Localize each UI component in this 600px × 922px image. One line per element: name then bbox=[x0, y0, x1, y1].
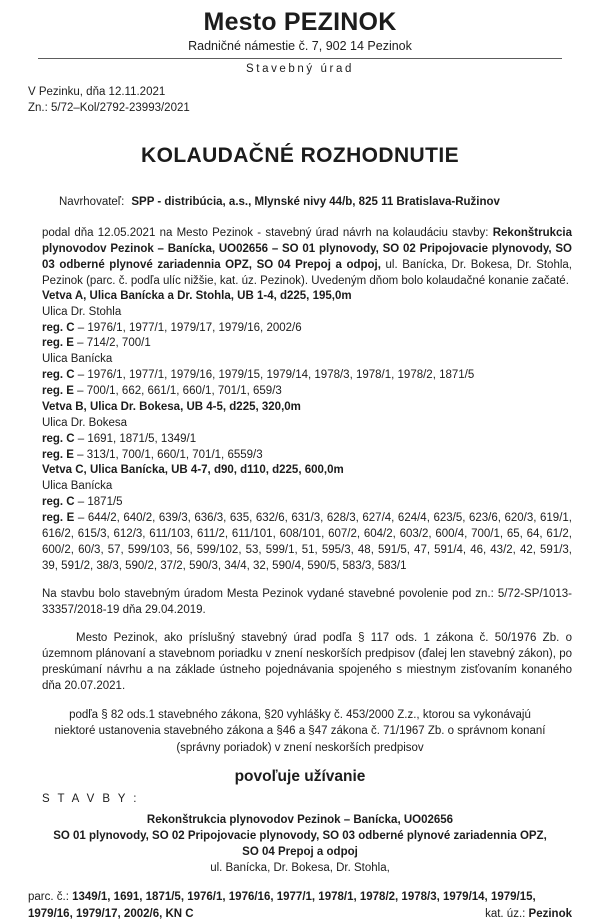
registry-dash: – bbox=[74, 369, 88, 382]
letterhead bbox=[14, 0, 586, 75]
parcel-values-2: 1979/16, 1979/17, 2002/6, KN C bbox=[28, 907, 194, 920]
building-streets: ul. Banícka, Dr. Bokesa, Dr. Stohla, bbox=[210, 862, 390, 875]
building-line-2: SO 01 plynovody, SO 02 Pripojovacie plynovody, SO 03 odberné plynové zariadennia OPZ, bbox=[53, 830, 547, 843]
registry-values: 700/1, 662, 661/1, 660/1, 701/1, 659/3 bbox=[86, 385, 282, 398]
department-name: Stavebný úrad bbox=[246, 62, 354, 75]
submission-lead: podal dňa 12.05.2021 na Mesto Pezinok - stavebný úrad návrh na kolaudáciu stavby: bbox=[42, 226, 493, 239]
registry-dash: – bbox=[74, 432, 88, 445]
registry-line bbox=[42, 432, 572, 448]
applicant-row bbox=[59, 196, 586, 208]
submission-paragraph bbox=[42, 225, 572, 289]
registry-line bbox=[42, 321, 572, 337]
branch-list bbox=[42, 289, 572, 574]
registry-line bbox=[42, 368, 572, 384]
registry-line bbox=[42, 448, 572, 464]
registry-values: 1871/5 bbox=[87, 496, 123, 509]
registry-label: reg. C bbox=[42, 321, 75, 334]
registry-dash: – bbox=[73, 448, 87, 461]
registry-values: 714/2, 700/1 bbox=[86, 337, 151, 350]
registry-line bbox=[42, 495, 572, 511]
parcel-footer bbox=[28, 889, 572, 922]
cadastre-area bbox=[485, 906, 572, 922]
legal-basis-paragraph: podľa § 82 ods.1 stavebného zákona, §20 vyhlášky č. 453/2000 Z.z., ktorou sa vykonávajú niektoré ustanovenia stavebného zákona a §46 a §47 zákona č. 71/1967 Zb. o správnom konaní (správny poriadok) v znení neskorších predpisov bbox=[54, 708, 546, 754]
registry-dash: – bbox=[73, 337, 87, 350]
registry-label: reg. E bbox=[42, 448, 74, 461]
registry-values: 644/2, 640/2, 639/3, 636/3, 635, 632/6, 631/3, 628/3, 627/4, 624/4, 623/5, 623/6, 620/3, 619/1, 616/2, 615/3, 612/3, 611/103, 611/2, 611/101, 608/101, 607/2, 604/2, 603/2, 600/4, 700/1, 65, 64, 61/2, 600/2, 60/3, 57, 599/103, 56, 599/102, 53, 599/1, 51, 595/3, 48, 591/5, 47, 591/4, 46, 43/2, 42, 591/3, 39, 591/2, 38/3, 590/2, 37/2, 590/3, 34/4, 32, 590/4, 590/5, 583/3, 583/1 bbox=[42, 511, 572, 572]
registry-line bbox=[42, 336, 572, 352]
cadastre-label: kat. úz.: bbox=[485, 907, 529, 920]
parcel-label: parc. č.: bbox=[28, 891, 73, 904]
applicant-value: SPP - distribúcia, a.s., Mlynské nivy 44/b, 825 11 Bratislava-Ružinov bbox=[131, 195, 500, 208]
registry-label: reg. C bbox=[42, 432, 75, 445]
street-name: Ulica Dr. Bokesa bbox=[42, 416, 128, 429]
registry-values: 1691, 1871/5, 1349/1 bbox=[87, 432, 197, 445]
header-divider bbox=[38, 58, 562, 59]
stavby-label: S T A V B Y : bbox=[42, 792, 139, 805]
verdict-heading: povoľuje užívanie bbox=[234, 767, 366, 785]
parcel-line-1 bbox=[28, 889, 572, 905]
building-description bbox=[14, 812, 586, 876]
registry-dash: – bbox=[74, 496, 88, 509]
registry-dash: – bbox=[74, 321, 88, 334]
building-line-3: SO 04 Prepoj a odpoj bbox=[242, 846, 358, 859]
organization-name: Mesto PEZINOK bbox=[203, 8, 397, 36]
place-and-date: V Pezinku, dňa 12.11.2021 bbox=[28, 85, 166, 98]
submission-building-name: Rekonštrukcia plynovodov Pezinok – Banícka, UO02656 – SO 01 plynovody, SO 02 Pripojovacie plynovody, SO 03 odberné plynové zariadennia OPZ, SO 04 Prepoj a odpoj, bbox=[42, 226, 572, 271]
registry-values: 1976/1, 1977/1, 1979/16, 1979/15, 1979/14, 1978/3, 1978/1, 1978/2, 1871/5 bbox=[87, 369, 475, 382]
parcel-values-1: 1349/1, 1691, 1871/5, 1976/1, 1976/16, 1977/1, 1978/1, 1978/2, 1978/3, 1979/14, 1979/15, bbox=[72, 891, 536, 904]
street-name: Ulica Dr. Stohla bbox=[42, 305, 122, 318]
registry-line bbox=[42, 384, 572, 400]
branch-heading: Vetva C, Ulica Banícka, UB 4-7, d90, d110, d225, 600,0m bbox=[42, 464, 344, 477]
applicant-label: Navrhovateľ: bbox=[59, 195, 125, 208]
registry-values: 1976/1, 1977/1, 1979/17, 1979/16, 2002/6 bbox=[87, 321, 302, 334]
permit-paragraph: Na stavbu bolo stavebným úradom Mesta Pezinok vydané stavebné povolenie pod zn.: 5/72-SP/1013-33357/2018-19 dňa 29.04.2019. bbox=[42, 588, 572, 617]
registry-label: reg. E bbox=[42, 385, 74, 398]
registry-label: reg. C bbox=[42, 496, 75, 509]
registry-label: reg. C bbox=[42, 369, 75, 382]
branch-heading: Vetva A, Ulica Banícka a Dr. Stohla, UB 1-4, d225, 195,0m bbox=[42, 289, 352, 302]
page-title: KOLAUDAČNÉ ROZHODNUTIE bbox=[141, 143, 459, 167]
registry-line bbox=[42, 511, 572, 574]
street-name: Ulica Banícka bbox=[42, 353, 113, 366]
reference-block bbox=[28, 84, 586, 117]
cadastre-value: Pezinok bbox=[528, 907, 572, 920]
building-line-1: Rekonštrukcia plynovodov Pezinok – Banícka, UO02656 bbox=[146, 813, 454, 826]
parcel-line-2 bbox=[28, 906, 572, 922]
street-name: Ulica Banícka bbox=[42, 480, 113, 493]
submission-tail: ul. Banícka, Dr. Bokesa, Dr. Stohla, Pezinok (parc. č. podľa ulíc nižšie, kat. úz. Pezinok). Uvedeným dňom bolo kolaudačné konanie začaté. bbox=[42, 258, 572, 287]
branch-heading: Vetva B, Ulica Dr. Bokesa, UB 4-5, d225, 320,0m bbox=[42, 400, 301, 413]
registry-label: reg. E bbox=[42, 511, 75, 524]
authority-paragraph: Mesto Pezinok, ako príslušný stavebný úrad podľa § 117 ods. 1 zákona č. 50/1976 Zb. o územnom plánovaní a stavebnom poriadku v znení neskorších predpisov (ďalej len stavebný zákon), po preskúmaní návrhu a na základe ústneho pojednávania spojeného s miestnym zisťovaním konaného dňa 20.07.2021. bbox=[42, 631, 572, 692]
registry-dash: – bbox=[73, 385, 87, 398]
registry-label: reg. E bbox=[42, 337, 74, 350]
organization-address: Radničné námestie č. 7, 902 14 Pezinok bbox=[188, 39, 412, 53]
registry-dash: – bbox=[74, 511, 88, 524]
registry-values: 313/1, 700/1, 660/1, 701/1, 6559/3 bbox=[86, 448, 263, 461]
file-number: Zn.: 5/72–Kol/2792-23993/2021 bbox=[28, 102, 190, 115]
